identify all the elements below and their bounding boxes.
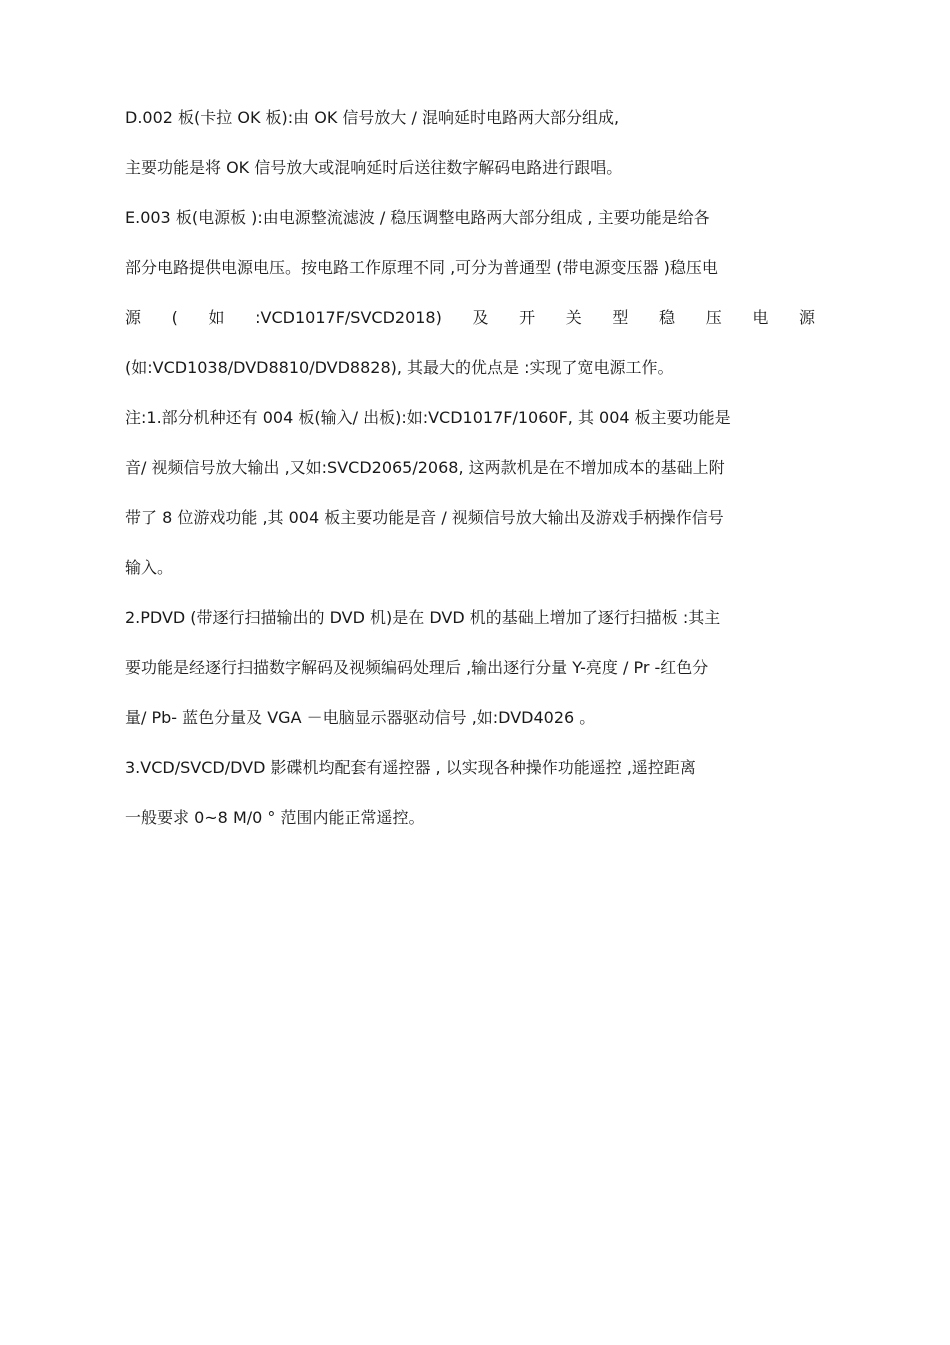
justified-token: 型 xyxy=(612,308,629,327)
text-line-12: 要功能是经逐行扫描数字解码及视频编码处理后 ,输出逐行分量 Y-亮度 / Pr -红色分 xyxy=(125,658,709,677)
text-line-5-justified xyxy=(125,308,815,328)
justified-token: ( xyxy=(171,308,178,327)
justified-token: 如 xyxy=(208,308,225,327)
justified-token: 及 xyxy=(472,308,489,327)
text-line-4: 部分电路提供电源电压。按电路工作原理不同 ,可分为普通型 (带电源变压器 )稳压电 xyxy=(125,258,718,277)
justified-token: 源 xyxy=(125,308,142,327)
text-line-2: 主要功能是将 OK 信号放大或混响延时后送往数字解码电路进行跟唱。 xyxy=(125,158,623,177)
text-line-15: 一般要求 0~8 M/0 ° 范围内能正常遥控。 xyxy=(125,808,425,827)
text-line-3: E.003 板(电源板 ):由电源整流滤波 / 稳压调整电路两大部分组成 , 主要功能是给各 xyxy=(125,208,710,227)
text-line-7: 注:1.部分机种还有 004 板(输入/ 出板):如:VCD1017F/1060F, 其 004 板主要功能是 xyxy=(125,408,731,427)
justified-token: 压 xyxy=(705,308,722,327)
text-line-8: 音/ 视频信号放大输出 ,又如:SVCD2065/2068, 这两款机是在不增加成本的基础上附 xyxy=(125,458,725,477)
justified-token: :VCD1017F/SVCD2018) xyxy=(255,308,442,327)
text-line-14: 3.VCD/SVCD/DVD 影碟机均配套有遥控器 , 以实现各种操作功能遥控 ,遥控距离 xyxy=(125,758,696,777)
text-line-1: D.002 板(卡拉 OK 板):由 OK 信号放大 / 混响延时电路两大部分组成, xyxy=(125,108,620,127)
text-line-13: 量/ Pb- 蓝色分量及 VGA －电脑显示器驱动信号 ,如:DVD4026 。 xyxy=(125,708,596,727)
justified-token: 电 xyxy=(752,308,769,327)
text-line-6: (如:VCD1038/DVD8810/DVD8828), 其最大的优点是 :实现了宽电源工作。 xyxy=(125,358,674,377)
text-line-10: 输入。 xyxy=(125,558,174,577)
justified-token: 关 xyxy=(565,308,582,327)
text-line-11: 2.PDVD (带逐行扫描输出的 DVD 机)是在 DVD 机的基础上增加了逐行扫描板 :其主 xyxy=(125,608,721,627)
justified-token: 稳 xyxy=(659,308,676,327)
text-line-9: 带了 8 位游戏功能 ,其 004 板主要功能是音 / 视频信号放大输出及游戏手柄操作信号 xyxy=(125,508,724,527)
justified-token: 源 xyxy=(798,308,815,327)
justified-token: 开 xyxy=(519,308,536,327)
